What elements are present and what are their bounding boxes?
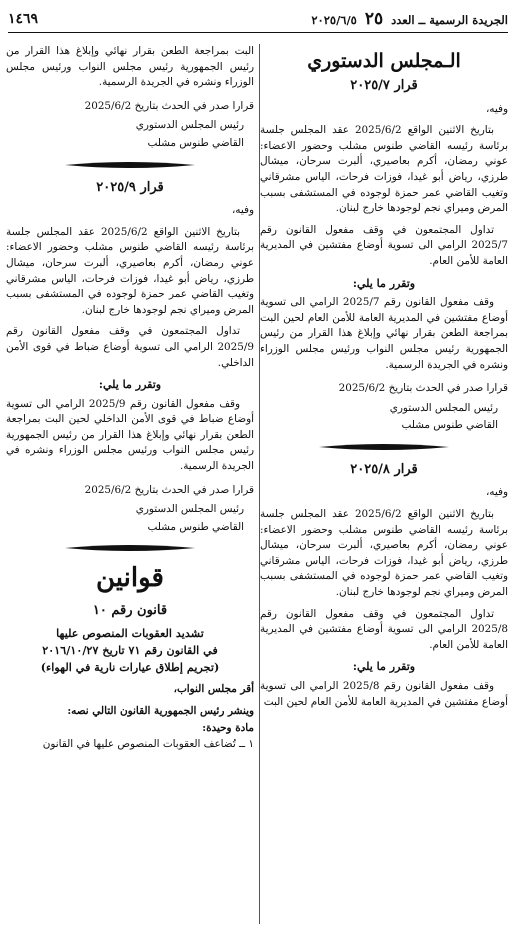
issue-number: ٢٥ [364,9,384,29]
decision-7-p3: وقف مفعول القانون رقم 2025/7 الرامي الى تسوية أوضاع مفتشين في المديرية العامة للأمن العام لحين البت بمراجعة الطعن بقرار نهائي وإبلاغ هذا القرار من رئيس الجمهورية رئيس مجلس النواب ورئيس مجلس الوزراء ونشره في الجريدة الرسمية. [260,296,508,371]
decision-9-p3: وقف مفعول القانون رقم 2025/9 الرامي الى تسوية أوضاع ضباط في قوى الأمن الداخلي لحين البت بمراجعة الطعن بقرار نهائي وإبلاغ هذا القرار من رئيس الجمهورية رئيس مجلس النواب ورئيس مجلس الوزراء ونشره في الجريدة الرسمية. [6,397,254,473]
decision-9-intro: وفيه، [231,204,254,217]
decision-8-p2: تداول المجتمعون في وقف مفعول القانون رقم 2025/8 الرامي الى تسوية أوضاع مفتشين في المديرية العامة للأمن العام. [260,607,508,651]
header-journal [311,9,508,29]
law-subtitle-3: (تجريم إطلاق عيارات نارية في الهواء) [40,660,220,675]
right-column [260,44,508,929]
journal-name: الجريدة الرسمية ــ العدد [391,13,508,27]
decision-9-title: قرار ٢٠٢٥/٩ [96,179,164,195]
page-header [8,6,508,33]
decision-7-p2: تداول المجتمعون في وقف مفعول القانون رقم 2025/7 الرامي الى تسوية أوضاع مفتشين في المديرية العامة للأمن العام. [260,223,508,267]
decision-8-decided: وتقرر ما يلي: [352,660,416,674]
decision-9-president: رئيس المجلس الدستوري [135,503,244,516]
continued-judge: القاضي طنوس مشلب [147,136,244,149]
decision-7-issued: قرارا صدر في الحدث بتاريخ 2025/6/2 [338,382,508,395]
divider-ornament [6,543,254,553]
decision-9-p2: تداول المجتمعون في وقف مفعول القانون رقم 2025/9 الرامي الى تسوية أوضاع ضباط في قوى الأمن الداخلي. [6,325,254,369]
continued-issued: قرارا صدر في الحدث بتاريخ 2025/6/2 [84,99,254,112]
decision-8-p1: بتاريخ الاثنين الواقع 2025/6/2 عقد المجلس جلسة برئاسة رئيسه القاضي طنوس مشلب وحضور الاعضاء: عوني رمضان، أكرم بعاصيري، ألبرت سرحان، ميشال طرزي، رياض أبو غيدا، فوزات فرحات، الياس مشرقاني وتغيب القاضي عمر حمزة لوجوده في المستشفى بسبب المرض وميراي نجم لوجودها خارج لبنان. [260,508,508,599]
decision-8-title: قرار ٢٠٢٥/٨ [350,461,418,477]
decision-9-judge: القاضي طنوس مشلب [147,520,244,533]
divider-ornament [6,160,254,170]
left-column [6,44,254,929]
continued-paragraph: البت بمراجعة الطعن بقرار نهائي وإبلاغ هذا القرار من رئيس الجمهورية رئيس مجلس النواب ورئيس مجلس الوزراء ونشره في الجريدة الرسمية. [6,45,254,89]
issue-date: ٢٠٢٥/٦/٥ [311,13,357,27]
law-article: مادة وحيدة: [202,722,254,735]
decision-7-decided: وتقرر ما يلي: [352,276,416,290]
law-item-1: ١ ــ تُضاعف العقوبات المنصوص عليها في القانون [42,737,254,750]
decision-7-judge: القاضي طنوس مشلب [401,419,498,432]
law-subtitle-1: تشديد العقوبات المنصوص عليها [56,626,204,641]
law-subtitle-2: في القانون رقم ٧١ تاريخ ٢٠١٦/١٠/٢٧ [42,643,218,658]
decision-7-intro: وفيه، [485,102,508,115]
law-president: وينشر رئيس الجمهورية القانون التالي نصه: [67,704,254,717]
decision-7-title: قرار ٢٠٢٥/٧ [350,78,418,93]
law-parliament: أقر مجلس النواب، [173,683,254,696]
decision-7-p1: بتاريخ الاثنين الواقع 2025/6/2 عقد المجلس جلسة برئاسة رئيسه القاضي طنوس مشلب وحضور الاعضاء: عوني رمضان، أكرم بعاصيري، ألبرت سرحان، ميشال طرزي، رياض أبو غيدا، فوزات فرحات، الياس مشرقاني وتغيب القاضي عمر حمزة لوجوده في المستشفى بسبب المرض وميراي نجم لوجودها خارج لبنان. [260,124,508,215]
decision-9-issued: قرارا صدر في الحدث بتاريخ 2025/6/2 [84,483,254,496]
laws-title: قوانين [96,563,164,594]
law-number: قانون رقم ١٠ [92,603,168,619]
decision-7-president: رئيس المجلس الدستوري [389,401,498,414]
divider-ornament [260,442,508,452]
section-title: الـمجلس الدستوري [307,50,461,72]
decision-8-intro: وفيه، [485,486,508,499]
page-number: ١٤٦٩ [8,11,39,27]
continued-president: رئيس المجلس الدستوري [135,119,244,132]
decision-9-decided: وتقرر ما يلي: [98,378,162,392]
decision-9-p1: بتاريخ الاثنين الواقع 2025/6/2 عقد المجلس جلسة برئاسة رئيسه القاضي طنوس مشلب وحضور الاعضاء: عوني رمضان، أكرم بعاصيري، ألبرت سرحان، ميشال طرزي، رياض أبو غيدا، فوزات فرحات، الياس مشرقاني وتغيب القاضي عمر حمزة لوجوده في المستشفى بسبب المرض وميراي نجم لوجودها خارج لبنان. [6,225,254,316]
decision-8-p3: وقف مفعول القانون رقم 2025/8 الرامي الى تسوية أوضاع مفتشين في المديرية العامة للأمن العام لحين البت [260,680,508,708]
